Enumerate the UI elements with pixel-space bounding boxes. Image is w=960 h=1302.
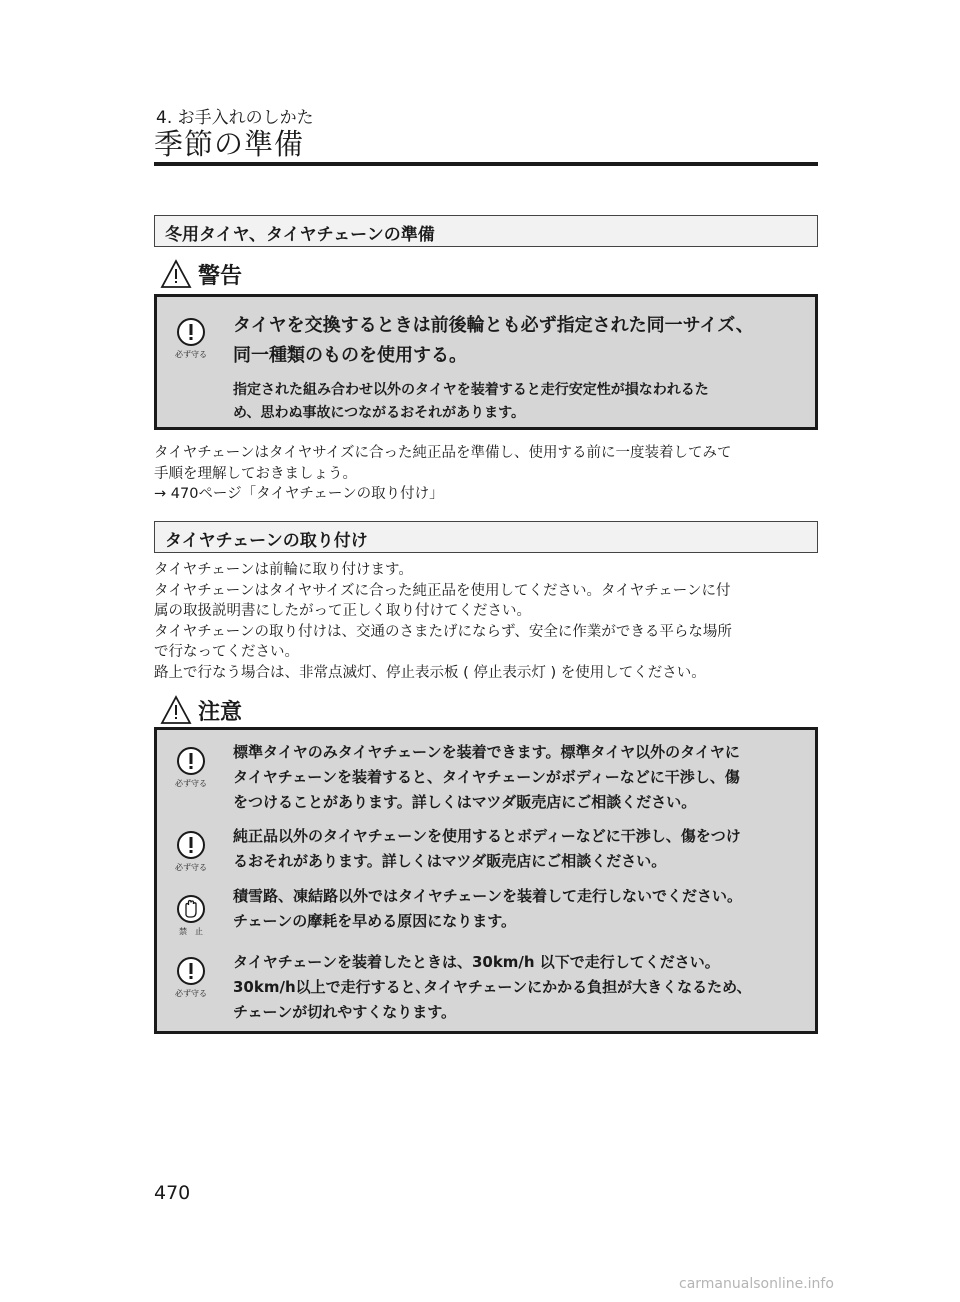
caution-line: 標準タイヤのみタイヤチェーンを装着できます。標準タイヤ以外のタイヤに: [233, 743, 740, 761]
paragraph-line: 属の取扱説明書にしたがって正しく取り付けてください。: [154, 603, 531, 619]
icon-label: 必ず守る: [175, 350, 207, 359]
icon-label: 必ず守る: [175, 989, 207, 998]
paragraph-line: で行なってください。: [154, 644, 299, 660]
warning-sub-line: め、思わぬ事故につながるおそれがあります。: [233, 405, 526, 421]
warning-text: [233, 311, 801, 425]
paragraph-line: タイヤチェーンの取り付けは、交通のさまたげにならず、安全に作業ができる平らな場所: [154, 623, 732, 640]
caution-line: 純正品以外のタイヤチェーンを使用するとボディーなどに干渉し、傷をつけ: [233, 827, 741, 845]
caution-item-icon: [169, 746, 213, 789]
must-do-icon: [176, 746, 206, 776]
watermark: carmanualsonline.info: [679, 1276, 834, 1292]
paragraph-line: タイヤチェーンはタイヤサイズに合った純正品を使用してください。タイヤチェーンに付: [154, 582, 731, 599]
paragraph-installation: [154, 560, 820, 683]
caution-line: タイヤチェーンを装着したときは、30km/h 以下で走行してください。: [233, 953, 720, 971]
page-reference-link[interactable]: → 470ページ「タイヤチェーンの取り付け」: [154, 486, 444, 502]
caution-header: [160, 694, 242, 726]
caution-box: [154, 727, 818, 1034]
caution-line: 積雪路、凍結路以外ではタイヤチェーンを装着して走行しないでください。: [233, 887, 742, 905]
prohibited-hand-icon: [176, 894, 206, 924]
paragraph-line: 手順を理解しておきましょう。: [154, 465, 357, 482]
section-heading-chain-install: [154, 521, 818, 553]
paragraph-preparation: [154, 443, 820, 505]
icon-label: 必ず守る: [175, 863, 207, 872]
warning-item-icon: [169, 317, 213, 360]
icon-label: 必ず守る: [175, 779, 207, 788]
caution-text: [233, 884, 801, 934]
warning-header: [160, 258, 242, 290]
section-heading-text: 冬用タイヤ、タイヤチェーンの準備: [165, 225, 435, 245]
warning-triangle-icon: [160, 259, 192, 289]
must-do-icon: [176, 830, 206, 860]
section-heading-text: タイヤチェーンの取り付け: [165, 531, 368, 551]
caution-item-icon: [169, 894, 213, 937]
caution-text: [233, 950, 801, 1025]
caution-item-icon: [169, 830, 213, 873]
caution-line: チェーンの摩耗を早める原因になります。: [233, 912, 517, 930]
icon-label: 禁 止: [179, 927, 203, 936]
caution-text: [233, 740, 801, 815]
caution-line: タイヤチェーンを装着すると、タイヤチェーンがボディーなどに干渉し、傷: [233, 768, 740, 786]
warning-main-line: タイヤを交換するときは前後輪とも必ず指定された同一サイズ、: [233, 315, 754, 336]
caution-label: 注意: [198, 699, 243, 725]
caution-line: チェーンが切れやすくなります。: [233, 1003, 457, 1021]
page-number: 470: [154, 1182, 191, 1204]
chapter-label: 4. お手入れのしかた: [156, 108, 314, 128]
paragraph-line: タイヤチェーンは前輪に取り付けます。: [154, 562, 413, 578]
warning-sub-line: 指定された組み合わせ以外のタイヤを装着すると走行安定性が損なわれるた: [233, 382, 709, 398]
caution-text: [233, 824, 801, 874]
warning-label: 警告: [198, 263, 243, 289]
must-do-icon: [176, 956, 206, 986]
warning-box: [154, 294, 818, 430]
caution-line: 30km/h以上で走行すると､タイヤチェーンにかかる負担が大きくなるため、: [233, 978, 752, 996]
warning-triangle-icon: [160, 695, 192, 725]
section-heading-winter-tires: [154, 215, 818, 247]
paragraph-line: 路上で行なう場合は、非常点滅灯、停止表示板 ( 停止表示灯 ) を使用してください。: [154, 664, 706, 681]
page-title: 季節の準備: [154, 127, 305, 161]
warning-main-line: 同一種類のものを使用する。: [233, 345, 467, 366]
must-do-icon: [176, 317, 206, 347]
caution-line: るおそれがあります。詳しくはマツダ販売店にご相談ください。: [233, 852, 667, 870]
title-rule: [154, 162, 818, 166]
caution-line: をつけることがあります。詳しくはマツダ販売店にご相談ください。: [233, 793, 697, 811]
paragraph-line: タイヤチェーンはタイヤサイズに合った純正品を準備し、使用する前に一度装着してみて: [154, 445, 732, 461]
caution-item-icon: [169, 956, 213, 999]
